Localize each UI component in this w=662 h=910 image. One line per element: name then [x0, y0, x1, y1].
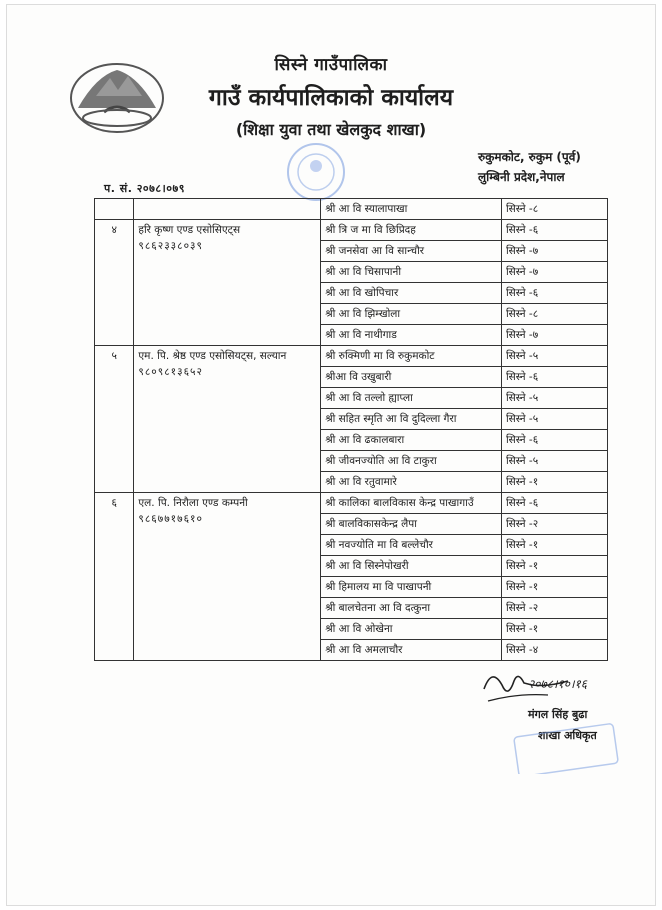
table-row	[95, 346, 608, 367]
ward-cluster: सिस्ने -४	[501, 640, 607, 661]
school-name: श्री बालविकासकेन्द्र लैपा	[321, 514, 502, 535]
serial-number: ५	[95, 346, 134, 493]
cluster-cell: सिस्ने -८	[501, 199, 607, 220]
school-name: श्री आ वि झिम्खोला	[321, 304, 502, 325]
ward-cluster: सिस्ने -५	[501, 346, 607, 367]
school-name: श्री आ वि अमलाचौर	[321, 640, 502, 661]
ward-cluster: सिस्ने -६	[501, 283, 607, 304]
firm-name: एल. पि. निरौला एण्ड कम्पनी	[138, 497, 248, 509]
ward-cluster: सिस्ने -८	[501, 304, 607, 325]
school-name: श्री नवज्योति मा वि बल्लेचौर	[321, 535, 502, 556]
officer-name: मंगल सिंह बुढा	[528, 708, 588, 721]
ward-cluster: सिस्ने -१	[501, 472, 607, 493]
ward-cluster: सिस्ने -१	[501, 556, 607, 577]
school-name: श्री कालिका बालविकास केन्द्र पाखागाउँ	[321, 493, 502, 514]
firm-name: हरि कृष्ण एण्ड एसोसिएट्स	[138, 224, 241, 236]
table-row	[95, 220, 608, 241]
ward-cluster: सिस्ने -७	[501, 241, 607, 262]
ward-cluster: सिस्ने -२	[501, 514, 607, 535]
address-line-1: रुकुमकोट, रुकुम (पूर्व)	[478, 150, 581, 164]
firm-phone: ९८०९८१३६५२	[138, 366, 203, 378]
address-line-2: लुम्बिनी प्रदेश,नेपाल	[478, 170, 565, 184]
ward-cluster: सिस्ने -६	[501, 220, 607, 241]
serial-number: ४	[95, 220, 134, 346]
ward-cluster: सिस्ने -६	[501, 493, 607, 514]
firm-phone: ९८६७७१७६१०	[138, 513, 203, 525]
ward-cluster: सिस्ने -१	[501, 577, 607, 598]
ward-cluster: सिस्ने -२	[501, 598, 607, 619]
auditor-firm	[134, 493, 321, 661]
school-name: श्री त्रि ज मा वि छिप्रिदह	[321, 220, 502, 241]
officer-title: शाखा अधिकृत	[538, 729, 597, 742]
school-cell: श्री आ वि स्यालापाखा	[321, 199, 502, 220]
serial-number: ६	[95, 493, 134, 661]
school-name: श्री आ वि चिसापानी	[321, 262, 502, 283]
org-cell	[134, 199, 321, 220]
school-name: श्री जनसेवा आ वि सान्चौर	[321, 241, 502, 262]
school-name: श्री सहित स्मृति आ वि दुदिल्ला गैरा	[321, 409, 502, 430]
firm-name: एम. पि. श्रेष्ठ एण्ड एसोसियट्स, सल्यान	[138, 350, 287, 362]
municipality-name: सिस्ने गाउँपालिका	[274, 55, 388, 75]
sn-cell	[95, 199, 134, 220]
ward-cluster: सिस्ने -१	[501, 619, 607, 640]
school-name: श्रीआ वि उखुबारी	[321, 367, 502, 388]
ward-cluster: सिस्ने -६	[501, 367, 607, 388]
school-name: श्री आ वि रतुवामारे	[321, 472, 502, 493]
table-row	[95, 199, 608, 220]
school-name: श्री बालचेतना आ वि दत्कुना	[321, 598, 502, 619]
school-name: श्री जीवनज्योति आ वि टाकुरा	[321, 451, 502, 472]
firm-phone: ९८६२३३८०३९	[138, 240, 203, 252]
section-title: (शिक्षा युवा तथा खेलकुद शाखा)	[235, 120, 427, 139]
school-name: श्री आ वि तल्लो ह्याप्ला	[321, 388, 502, 409]
school-name: श्री आ वि ढकालबारा	[321, 430, 502, 451]
ward-cluster: सिस्ने -५	[501, 451, 607, 472]
school-name: श्री रुक्मिणी मा वि रुकुमकोट	[321, 346, 502, 367]
ward-cluster: सिस्ने -६	[501, 430, 607, 451]
ward-cluster: सिस्ने -५	[501, 409, 607, 430]
ward-cluster: सिस्ने -५	[501, 388, 607, 409]
ward-cluster: सिस्ने -७	[501, 325, 607, 346]
table-row	[95, 493, 608, 514]
office-stamp	[268, 140, 364, 204]
auditor-firm	[134, 220, 321, 346]
school-name: श्री आ वि नाथीगाड	[321, 325, 502, 346]
school-name: श्री आ वि खोपिचार	[321, 283, 502, 304]
ward-cluster: सिस्ने -१	[501, 535, 607, 556]
auditor-firm	[134, 346, 321, 493]
audit-assignment-table	[94, 198, 608, 661]
school-name: श्री आ वि ओखेना	[321, 619, 502, 640]
school-name: श्री हिमालय मा वि पाखापनी	[321, 577, 502, 598]
ward-cluster: सिस्ने -७	[501, 262, 607, 283]
signature-date: २०७८।१०।१६	[528, 677, 588, 691]
reference-number: प. सं. २०७८।०७९	[104, 182, 185, 195]
office-title: गाउँ कार्यपालिकाको कार्यालय	[208, 85, 454, 111]
school-name: श्री आ वि सिस्नेपोखरी	[321, 556, 502, 577]
officer-stamp	[512, 722, 622, 774]
